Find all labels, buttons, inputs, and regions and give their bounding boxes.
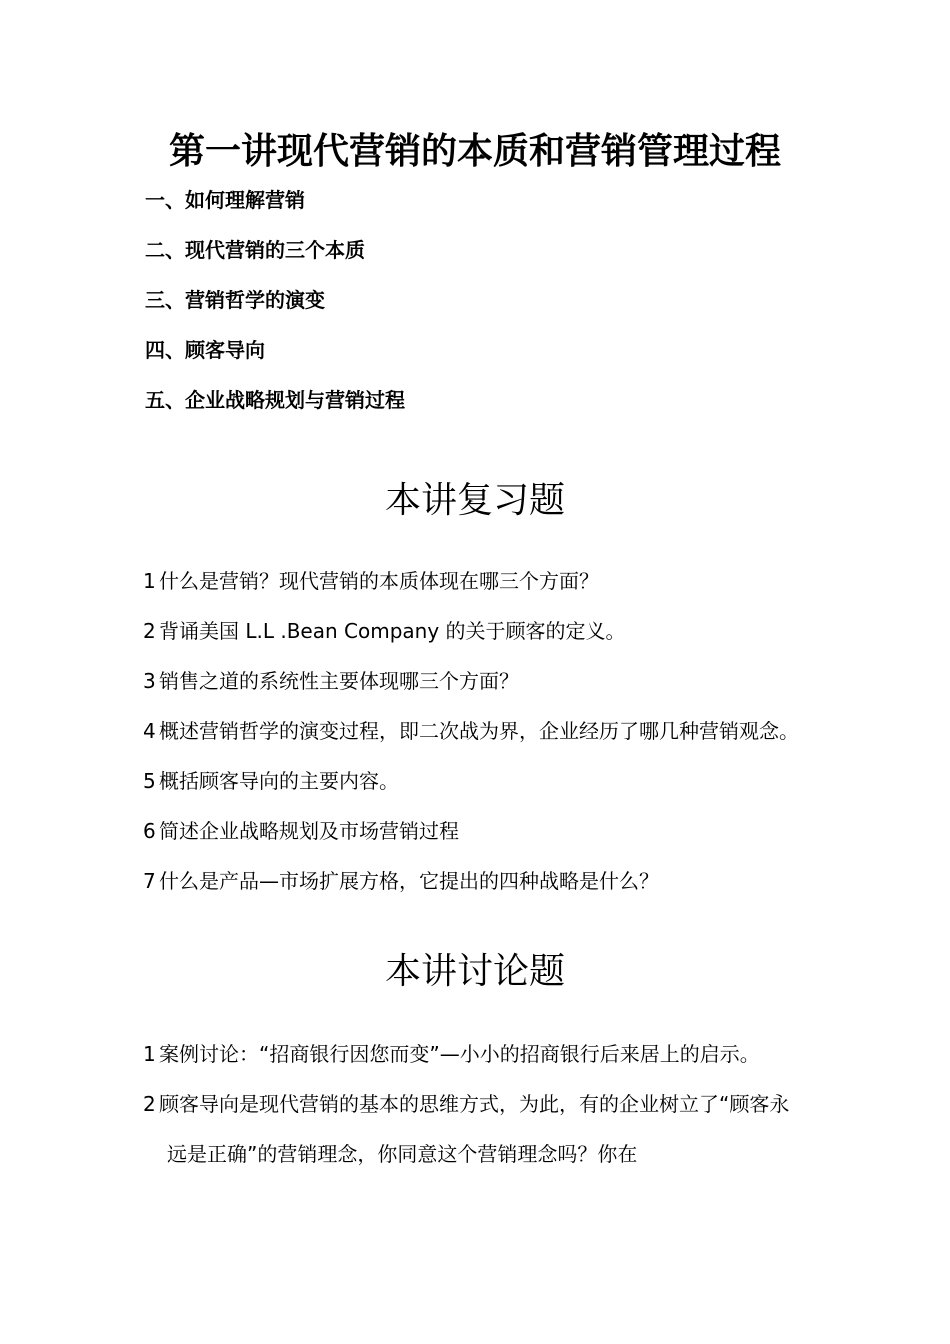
discussion-section-title: 本讲讨论题 xyxy=(384,951,565,992)
outline-item: 五、企业战略规划与营销过程 xyxy=(145,388,405,412)
question-number: 6 xyxy=(143,819,156,843)
question-text: 概述营销哲学的演变过程，即二次战为界，企业经历了哪几种营销观念。 xyxy=(159,719,799,743)
outline-item: 二、现代营销的三个本质 xyxy=(145,238,365,262)
review-question-list xyxy=(143,556,803,906)
outline-item: 四、顾客导向 xyxy=(145,338,265,362)
question-number: 3 xyxy=(143,669,156,693)
discussion-question-list xyxy=(143,1029,803,1179)
outline-item: 一、如何理解营销 xyxy=(145,188,305,212)
question-number: 2 xyxy=(143,619,156,643)
outline-item: 三、营销哲学的演变 xyxy=(145,288,325,312)
lecture-outline xyxy=(145,182,405,432)
question-number: 1 xyxy=(143,569,156,593)
question-text: 背诵美国 L.L .Bean Company 的关于顾客的定义。 xyxy=(159,619,626,643)
question-number: 4 xyxy=(143,719,156,743)
question-text: 简述企业战略规划及市场营销过程 xyxy=(159,819,459,843)
question-number: 5 xyxy=(143,769,156,793)
question-number: 2 xyxy=(143,1092,156,1116)
page-title: 第一讲现代营销的本质和营销管理过程 xyxy=(168,131,781,172)
review-question xyxy=(143,856,803,906)
question-text: 概括顾客导向的主要内容。 xyxy=(159,769,399,793)
review-question xyxy=(143,656,803,706)
discussion-question xyxy=(143,1079,803,1179)
question-number: 7 xyxy=(143,869,156,893)
discussion-question xyxy=(143,1029,803,1079)
question-text: 案例讨论：“招商银行因您而变”—小小的招商银行后来居上的启示。 xyxy=(159,1042,760,1066)
question-number: 1 xyxy=(143,1042,156,1066)
question-text: 什么是营销？现代营销的本质体现在哪三个方面？ xyxy=(159,569,599,593)
review-question xyxy=(143,706,803,756)
review-question xyxy=(143,806,803,856)
review-section-title: 本讲复习题 xyxy=(384,480,565,521)
question-text: 销售之道的系统性主要体现哪三个方面？ xyxy=(159,669,519,693)
review-question xyxy=(143,606,803,656)
question-text: 什么是产品—市场扩展方格，它提出的四种战略是什么？ xyxy=(159,869,659,893)
review-question xyxy=(143,756,803,806)
review-question xyxy=(143,556,803,606)
question-text: 顾客导向是现代营销的基本的思维方式，为此，有的企业树立了“顾客永远是正确”的营销理念，你同意这个营销理念吗？你在 xyxy=(159,1092,790,1166)
